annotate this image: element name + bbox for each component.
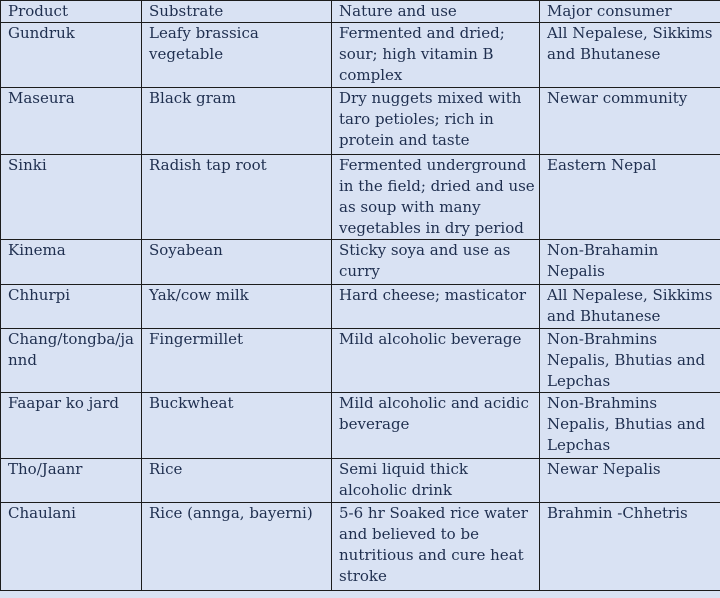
product-cell: Kinema [1,240,142,285]
consumer-cell: Newar Nepalis [540,459,720,503]
consumer-cell: Non-Brahmins Nepalis, Bhutias and Lepchas [540,393,720,459]
substrate-cell: Leafy brassica vegetable [142,23,332,88]
consumer-cell: All Nepalese, Sikkims and Bhutanese [540,285,720,329]
substrate-cell: Radish tap root [142,155,332,240]
substrate-cell: Fingermillet [142,329,332,393]
nature-cell: Sticky soya and use as curry [332,240,540,285]
product-cell: Chang/tongba/jannd [1,329,142,393]
consumer-cell: Brahmin -Chhetris [540,503,720,591]
consumer-cell: Newar community [540,88,720,155]
substrate-cell: Black gram [142,88,332,155]
nature-cell: Dry nuggets mixed with taro petioles; rich in protein and taste [332,88,540,155]
nature-cell: Fermented and dried; sour; high vitamin B complex [332,23,540,88]
product-cell: Chaulani [1,503,142,591]
header-nature-and-use: Nature and use [332,1,540,23]
nature-cell: Mild alcoholic beverage [332,329,540,393]
header-row [1,1,720,23]
table-row [1,23,720,88]
substrate-cell: Buckwheat [142,393,332,459]
consumer-cell: All Nepalese, Sikkims and Bhutanese [540,23,720,88]
consumer-cell: Non-Brahmins Nepalis, Bhutias and Lepchas [540,329,720,393]
substrate-cell: Soyabean [142,240,332,285]
product-cell: Maseura [1,88,142,155]
table-row [1,503,720,591]
substrate-cell: Rice (annga, bayerni) [142,503,332,591]
product-cell: Gundruk [1,23,142,88]
nature-cell: Semi liquid thick alcoholic drink [332,459,540,503]
substrate-cell: Yak/cow milk [142,285,332,329]
substrate-cell: Rice [142,459,332,503]
table-row [1,393,720,459]
product-cell: Chhurpi [1,285,142,329]
table-row [1,88,720,155]
header-major-consumer: Major consumer [540,1,720,23]
table-row [1,155,720,240]
nature-cell: Fermented underground in the field; dried and use as soup with many vegetables in dry period [332,155,540,240]
nature-cell: 5-6 hr Soaked rice water and believed to be nutritious and cure heat stroke [332,503,540,591]
table-row [1,459,720,503]
product-cell: Sinki [1,155,142,240]
consumer-cell: Non-Brahamin Nepalis [540,240,720,285]
product-cell: Tho/Jaanr [1,459,142,503]
header-substrate: Substrate [142,1,332,23]
header-product: Product [1,1,142,23]
table-row [1,329,720,393]
nature-cell: Mild alcoholic and acidic beverage [332,393,540,459]
product-cell: Faapar ko jard [1,393,142,459]
table-row [1,285,720,329]
nature-cell: Hard cheese; masticator [332,285,540,329]
table-row [1,240,720,285]
consumer-cell: Eastern Nepal [540,155,720,240]
